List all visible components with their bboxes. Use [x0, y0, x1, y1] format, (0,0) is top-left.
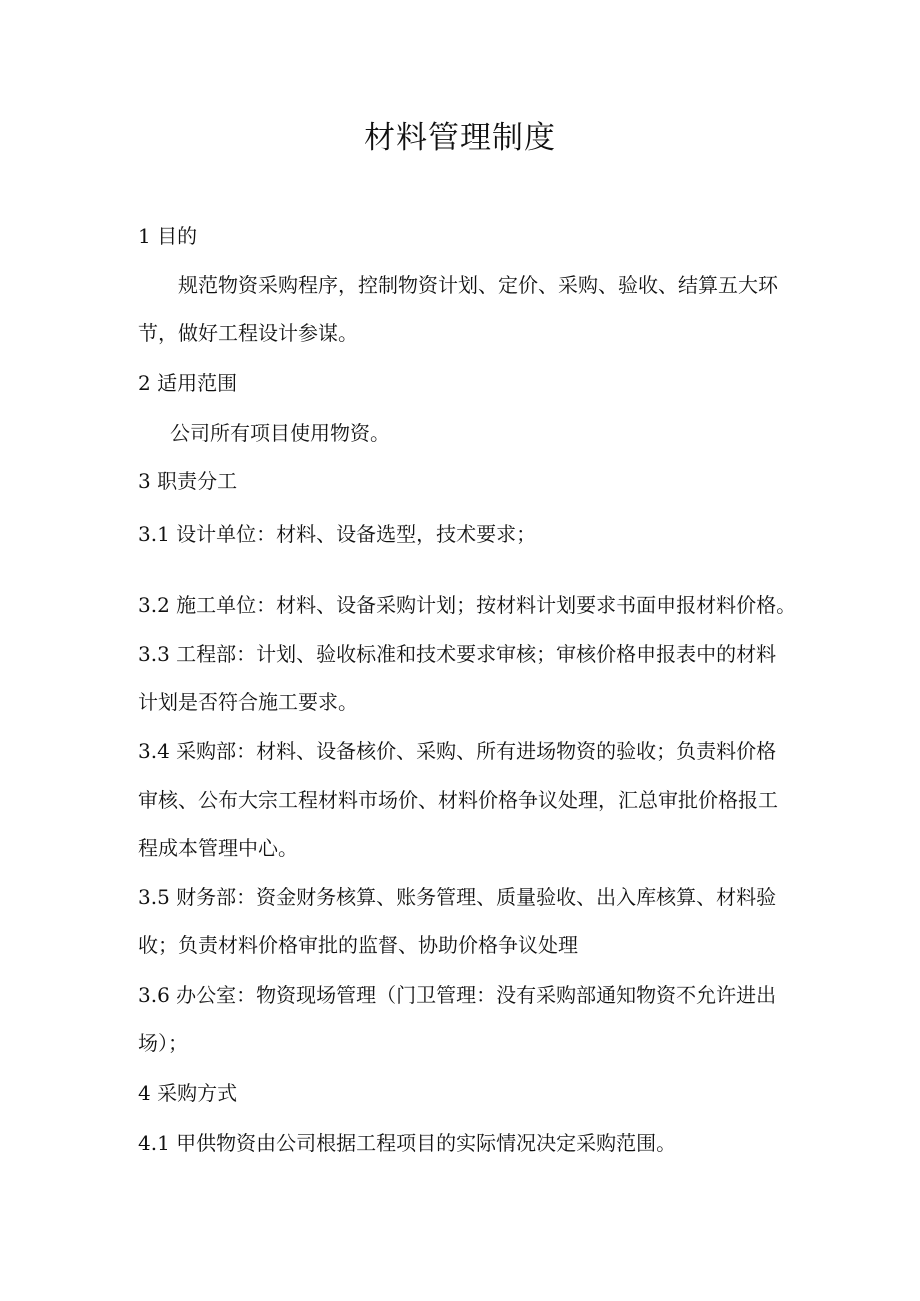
paragraph-line: 规范物资采购程序，控制物资计划、定价、采购、验收、结算五大环: [178, 273, 778, 297]
paragraph-line: 收；负责材料价格审批的监督、协助价格争议处理: [138, 933, 578, 957]
section-heading-procurement: 4 采购方式: [138, 1081, 238, 1105]
paragraph-line: 3.3 工程部：计划、验收标准和技术要求审核；审核价格申报表中的材料: [138, 642, 777, 666]
paragraph-line: 3.5 财务部：资金财务核算、账务管理、质量验收、出入库核算、材料验: [138, 885, 777, 909]
paragraph-line: 计划是否符合施工要求。: [138, 690, 358, 714]
paragraph-line: 程成本管理中心。: [138, 836, 298, 860]
paragraph-line: 审核、公布大宗工程材料市场价、材料价格争议处理，汇总审批价格报工: [138, 788, 778, 812]
paragraph-line: 3.6 办公室：物资现场管理（门卫管理：没有采购部通知物资不允许进出: [138, 983, 777, 1007]
section-heading-purpose: 1 目的: [138, 224, 198, 248]
paragraph-line: 节，做好工程设计参谋。: [138, 321, 358, 345]
paragraph-line: 3.2 施工单位：材料、设备采购计划；按材料计划要求书面申报材料价格。: [138, 593, 797, 617]
paragraph-line: 公司所有项目使用物资。: [170, 421, 390, 445]
paragraph-line: 4.1 甲供物资由公司根据工程项目的实际情况决定采购范围。: [138, 1131, 677, 1155]
paragraph-line: 3.4 采购部：材料、设备核价、采购、所有进场物资的验收；负责料价格: [138, 739, 777, 763]
page-title: 材料管理制度: [364, 120, 556, 156]
section-heading-scope: 2 适用范围: [138, 371, 238, 395]
section-heading-responsibilities: 3 职责分工: [138, 469, 238, 493]
paragraph-line: 场）；: [138, 1031, 188, 1055]
paragraph-line: 3.1 设计单位：材料、设备选型，技术要求；: [138, 522, 537, 546]
